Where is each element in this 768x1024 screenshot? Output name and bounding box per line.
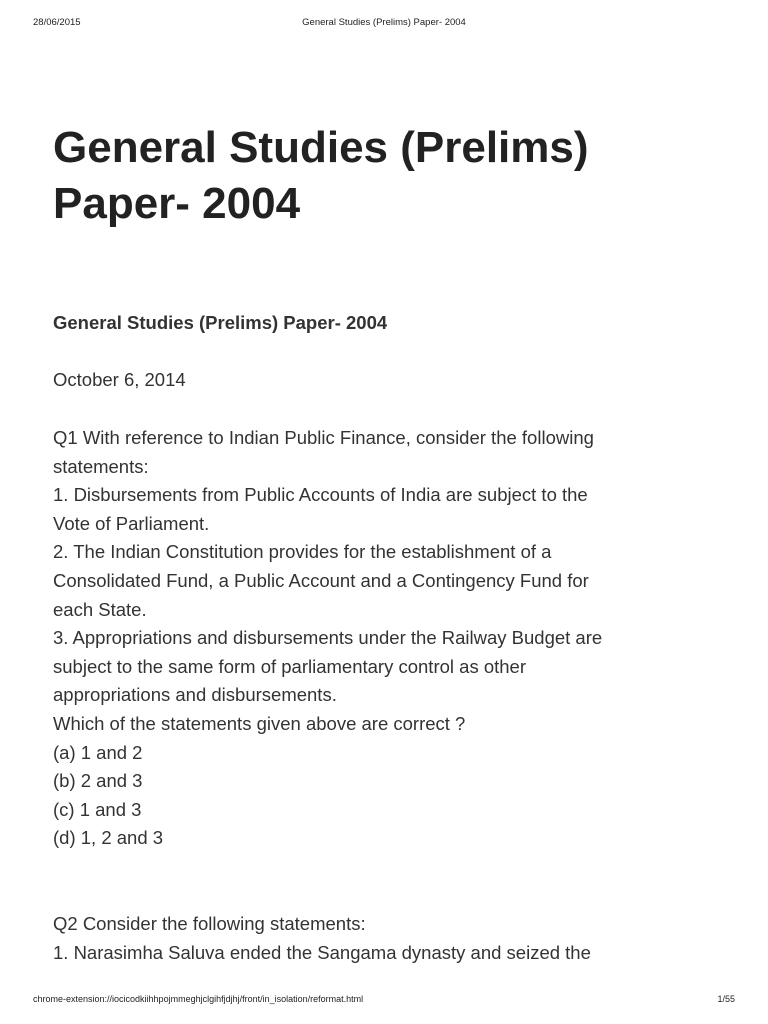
print-header (33, 17, 735, 31)
page-number: 1/55 (717, 994, 735, 1004)
question-line: 1. Disbursements from Public Accounts of India are subject to the (53, 484, 588, 506)
article-title (53, 120, 693, 232)
print-url: chrome-extension://iocicodkiihhpojmmeghjclgihfjdjhj/front/in_isolation/reformat.html (33, 994, 364, 1004)
question-line: Consolidated Fund, a Public Account and a Contingency Fund for (53, 569, 589, 591)
question-1 (53, 424, 693, 853)
question-line: Q2 Consider the following statements: (53, 913, 366, 934)
print-doc-title: General Studies (Prelims) Paper- 2004 (302, 17, 466, 28)
question-line: 1. Narasimha Saluva ended the Sangama dynasty and seized the (53, 941, 591, 963)
question-line: Which of the statements given above are correct ? (53, 712, 466, 734)
article-title-line-1: General Studies (Prelims) (53, 123, 589, 172)
question-2 (53, 910, 693, 967)
answer-option-c: (c) 1 and 3 (53, 798, 142, 820)
question-line: appropriations and disbursements. (53, 684, 337, 706)
article-title-line-2: Paper- 2004 (53, 179, 301, 228)
question-line: each State. (53, 598, 147, 620)
answer-option-b: (b) 2 and 3 (53, 770, 143, 792)
question-line: subject to the same form of parliamentary control as other (53, 655, 526, 677)
answer-option-a: (a) 1 and 2 (53, 741, 143, 763)
article-date: October 6, 2014 (53, 369, 186, 390)
print-date: 28/06/2015 (33, 17, 81, 28)
article-content (53, 120, 693, 963)
question-line: 2. The Indian Constitution provides for the establishment of a (53, 541, 552, 563)
answer-option-d: (d) 1, 2 and 3 (53, 827, 164, 849)
question-line: Q1 With reference to Indian Public Finance, consider the following (53, 427, 594, 448)
question-line: statements: (53, 455, 149, 477)
article-subtitle: General Studies (Prelims) Paper- 2004 (53, 312, 388, 333)
question-line: Vote of Parliament. (53, 512, 210, 534)
question-line: 3. Appropriations and disbursements under the Railway Budget are (53, 627, 603, 649)
